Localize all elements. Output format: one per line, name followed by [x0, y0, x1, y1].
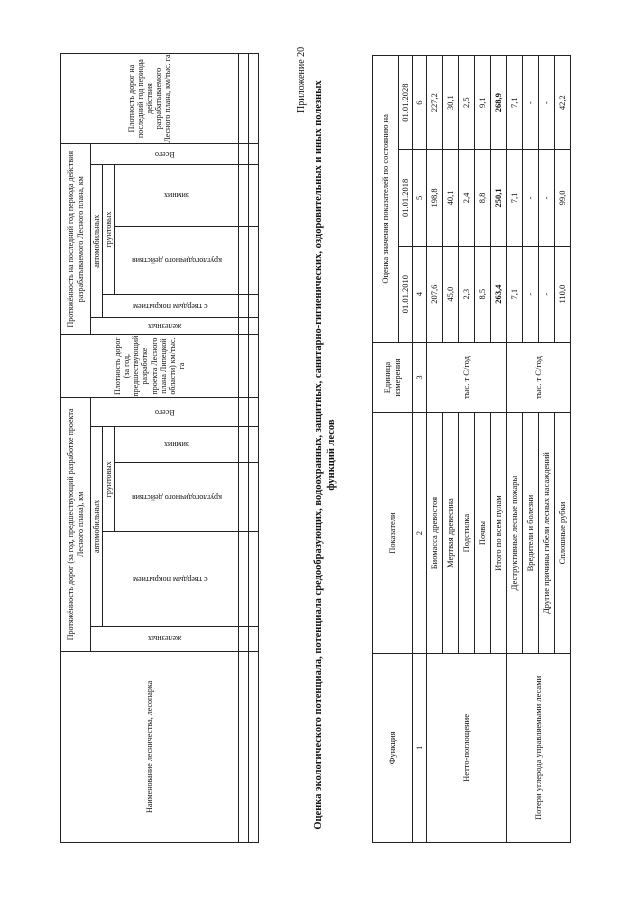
winter-header: зимних [163, 440, 190, 450]
value-cell: 198,8 [427, 150, 443, 246]
total-header-2: Всего [154, 149, 175, 159]
rail-header-2: железных [147, 321, 182, 331]
indicator-name: Почвы [475, 413, 491, 654]
value-cell: 207,6 [427, 246, 443, 342]
col-name-header: Наименование лесничества, лесопарка [61, 651, 239, 842]
unit-cell: тыс. т С/год [507, 342, 571, 413]
value-cell: 8,8 [475, 150, 491, 246]
col-number: 5 [413, 150, 427, 246]
group-carbon-losses: Потери углерода управляемыми лесами [507, 653, 571, 842]
value-cell: 99,0 [555, 150, 571, 246]
indicator-name-total: Итого по всем пулам [491, 413, 507, 654]
value-cell: - [539, 150, 555, 246]
roads-table [60, 53, 259, 843]
value-cell: 42,2 [555, 56, 571, 150]
total-cell: 250,1 [491, 150, 507, 246]
total-cell: 268,9 [491, 56, 507, 150]
value-cell: - [539, 246, 555, 342]
appendix-label: Приложение 20 [296, 46, 307, 113]
value-cell: 110,0 [555, 246, 571, 342]
indicator-name: Мертвая древесина [443, 413, 459, 654]
indicators-header: Показатели [373, 413, 413, 654]
value-cell: - [523, 56, 539, 150]
value-cell: - [523, 246, 539, 342]
value-cell: 2,3 [459, 246, 475, 342]
indicator-name: Деструктивные лесные пожары [507, 413, 523, 654]
col-length-prev-header: Протяжённость дорог (за год, предшествующий разработке проекта Лесного плана), км [61, 397, 91, 651]
ground-header: грунтовых [103, 427, 115, 532]
indicator-name: Подстилка [459, 413, 475, 654]
col-number: 6 [413, 56, 427, 150]
indicator-name: Биомасса древостоя [427, 413, 443, 654]
value-cell: 8,5 [475, 246, 491, 342]
indicator-name: Сплошные рубки [555, 413, 571, 654]
value-cell: 7,1 [507, 150, 523, 246]
value-cell: 45,0 [443, 246, 459, 342]
ground-header-2: грунтовых [103, 165, 115, 294]
yearround-header-2: круглогодичного действия [131, 256, 222, 266]
yearround-header: круглогодичного действия [131, 492, 222, 502]
unit-cell: тыс. т С/год [427, 342, 507, 413]
winter-header-2: зимних [163, 191, 190, 201]
indicator-name: Вредители и болезни [523, 413, 539, 654]
value-cell: 40,1 [443, 150, 459, 246]
col-density-prev-header: Плотность дорог (за год, предшествующий разработке проекта Лесного плана Липецкой области) км/тыс. га [61, 335, 239, 398]
value-cell: 9,1 [475, 56, 491, 150]
auto-header-2: автомобильных [91, 165, 103, 318]
date-header: 01.01.2028 [399, 56, 413, 150]
value-cell: 227,2 [427, 56, 443, 150]
rail-header: железных [147, 634, 182, 644]
group-net-absorption: Нетто-поглощение [427, 653, 507, 842]
hard-header-2: с твердым покрытием [133, 301, 208, 311]
value-cell: 30,1 [443, 56, 459, 150]
value-cell: - [523, 150, 539, 246]
date-header: 01.01.2018 [399, 150, 413, 246]
section-title: Оценка экологического потенциала, потенциала средообразующих, водоохранных, защитных, санитарно-гигиенических, оздоровительных и иных полезных функций лесов [313, 80, 338, 830]
value-cell: 2,4 [459, 150, 475, 246]
value-cell: 7,1 [507, 56, 523, 150]
col-number: 2 [413, 413, 427, 654]
indicator-name: Другие причины гибели лесных насаждений [539, 413, 555, 654]
ecology-table [372, 55, 571, 843]
unit-header: Единица измерения [373, 342, 413, 413]
value-cell: 7,1 [507, 246, 523, 342]
total-cell: 263,4 [491, 246, 507, 342]
function-header: Функция [373, 653, 413, 842]
date-header: 01.01.2010 [399, 246, 413, 342]
total-header: Всего [154, 407, 175, 417]
col-number: 1 [413, 653, 427, 842]
value-cell: 2,5 [459, 56, 475, 150]
col-number: 4 [413, 246, 427, 342]
hard-header: с твердым покрытием [133, 574, 208, 584]
value-cell: - [539, 56, 555, 150]
col-density-last-header: Плотность дорог на последний год периода действия разрабатываемого Лесного плана, км/тыс. га [61, 54, 239, 144]
auto-header: автомобильных [91, 427, 103, 626]
col-length-last-header: Протяжённость на последний год периода действия разрабатываемого Лесного плана, км [61, 144, 91, 335]
estimate-header: Оценка значения показателей по состоянию на [373, 56, 399, 343]
col-number: 3 [413, 342, 427, 413]
